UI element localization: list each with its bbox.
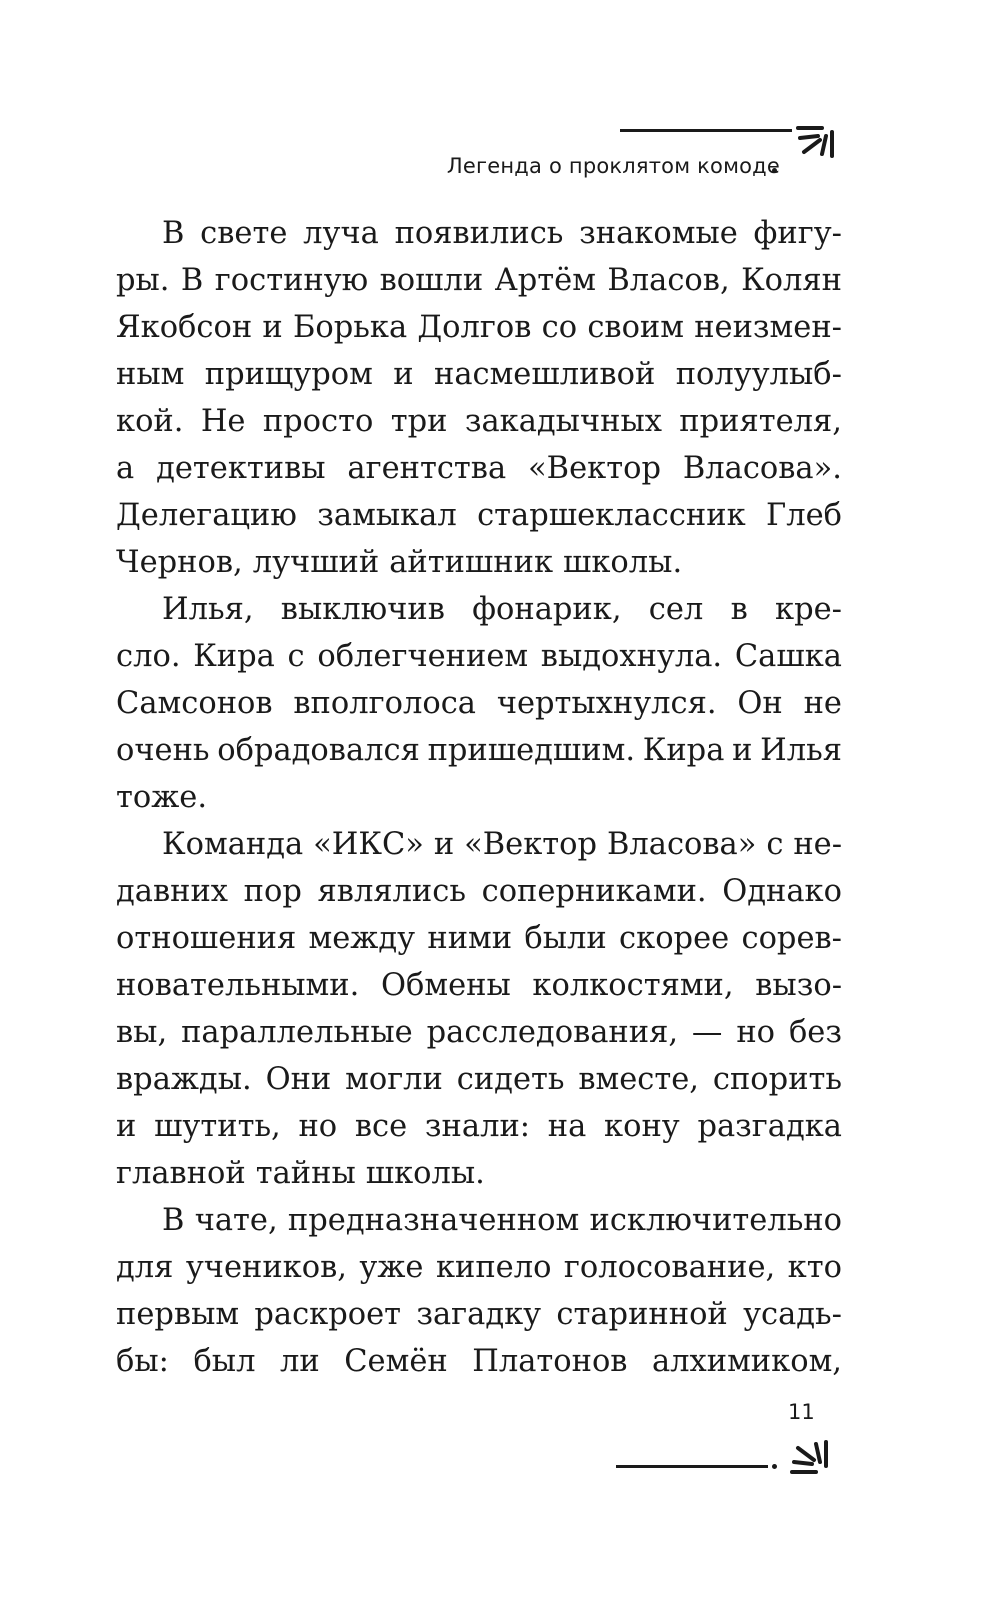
word: «Вектор: [528, 451, 661, 486]
word: вызо-: [755, 968, 842, 1003]
text-line: [116, 1103, 842, 1150]
word: три: [390, 404, 448, 439]
word: колкостями,: [532, 968, 734, 1003]
text-line: [116, 1056, 842, 1103]
word: сло.: [116, 639, 181, 674]
word: Семён: [344, 1344, 448, 1379]
word: Власова».: [682, 451, 842, 486]
word: были: [524, 921, 607, 956]
word: с: [766, 827, 784, 862]
word: Команда: [162, 827, 304, 862]
word: сел: [648, 592, 704, 627]
text-line: [116, 1338, 842, 1385]
text-line: [116, 445, 842, 492]
word: Якобсон: [116, 310, 253, 345]
word: уже: [359, 1250, 424, 1285]
word: пришедшим.: [427, 733, 636, 768]
word: являлись: [317, 874, 466, 909]
word: детективы: [156, 451, 326, 486]
word: приятеля,: [679, 404, 842, 439]
word: новательными.: [116, 968, 360, 1003]
word: знакомые: [579, 216, 738, 251]
text-line: [116, 680, 842, 727]
word: лучший: [252, 545, 380, 580]
word: прищуром: [204, 357, 373, 392]
word: выдохнула.: [540, 639, 723, 674]
text-line: [116, 1197, 842, 1244]
text-line: [116, 774, 842, 821]
footer-dot: [772, 1464, 777, 1469]
word: Платонов: [472, 1344, 628, 1379]
word: вошли: [379, 263, 484, 298]
word: полуулыб-: [675, 357, 842, 392]
word: вместе,: [578, 1062, 700, 1097]
word: усадь-: [743, 1297, 842, 1332]
word: чате,: [194, 1203, 278, 1238]
word: «Вектор: [464, 827, 598, 862]
word: Власова»: [606, 827, 757, 862]
word: главной: [116, 1156, 246, 1191]
text-line: [116, 821, 842, 868]
word: Колян: [741, 263, 842, 298]
word: голосование,: [563, 1250, 776, 1285]
text-line: [116, 1009, 842, 1056]
word: давних: [116, 874, 228, 909]
text-line: [116, 915, 842, 962]
word: неизмен-: [694, 310, 842, 345]
word: вражды.: [116, 1062, 252, 1097]
word: Не: [200, 404, 246, 439]
word: Чернов,: [116, 545, 243, 580]
word: выключив: [280, 592, 445, 627]
word: первым: [116, 1297, 240, 1332]
word: в: [730, 592, 748, 627]
word: могли: [345, 1062, 443, 1097]
word: появились: [394, 216, 564, 251]
word: ным: [116, 357, 185, 392]
word: для: [116, 1250, 174, 1285]
word: чертыхнулся.: [496, 686, 717, 721]
word: айтишник: [389, 545, 554, 580]
word: Илья: [760, 733, 842, 768]
word: с: [287, 639, 305, 674]
header-rule: [620, 129, 792, 132]
word: кипело: [435, 1250, 552, 1285]
word: предназначенном: [287, 1203, 580, 1238]
sunburst-corner-icon: [792, 118, 840, 166]
word: со: [541, 310, 578, 345]
word: кону: [604, 1109, 680, 1144]
word: —: [691, 1015, 723, 1050]
text-line: [116, 351, 842, 398]
word: но: [298, 1109, 338, 1144]
word: Артём: [494, 263, 596, 298]
word: кой.: [116, 404, 184, 439]
word: знали:: [424, 1109, 531, 1144]
word: облегчением: [317, 639, 529, 674]
word: шутить,: [154, 1109, 281, 1144]
running-title: Легенда о проклятом комоде: [446, 154, 780, 178]
word: школы.: [563, 545, 683, 580]
text-line: [116, 492, 842, 539]
word: сидеть: [456, 1062, 565, 1097]
word: и: [732, 733, 753, 768]
footer-rule: [616, 1465, 768, 1468]
word: Долгов: [417, 310, 532, 345]
body-text: [116, 210, 842, 1385]
text-line: [116, 586, 842, 633]
word: закадычных: [464, 404, 662, 439]
word: Глеб: [766, 498, 842, 533]
word: ними: [427, 921, 513, 956]
word: кре-: [775, 592, 842, 627]
text-line: [116, 962, 842, 1009]
word: но: [736, 1015, 776, 1050]
text-line: [116, 539, 842, 586]
word: фонарик,: [472, 592, 622, 627]
word: между: [308, 921, 416, 956]
word: очень: [116, 733, 210, 768]
word: фигу-: [753, 216, 842, 251]
word: бы:: [116, 1344, 169, 1379]
word: «ИКС»: [313, 827, 424, 862]
word: учеников,: [185, 1250, 347, 1285]
word: не: [803, 686, 842, 721]
running-header: [420, 118, 840, 188]
word: на: [547, 1109, 587, 1144]
text-line: [116, 1291, 842, 1338]
word: алхимиком,: [652, 1344, 842, 1379]
word: Самсонов: [116, 686, 273, 721]
word: В: [162, 1203, 185, 1238]
word: Сашка: [734, 639, 842, 674]
word: Однако: [722, 874, 842, 909]
word: Илья,: [162, 592, 254, 627]
word: соперниками.: [481, 874, 707, 909]
word: был: [193, 1344, 256, 1379]
word: все: [354, 1109, 408, 1144]
page-number: 11: [788, 1400, 815, 1424]
word: вы,: [116, 1015, 168, 1050]
word: расследования,: [426, 1015, 679, 1050]
word: тайны: [255, 1156, 356, 1191]
word: спорить: [712, 1062, 842, 1097]
text-line: [116, 1244, 842, 1291]
word: своим: [587, 310, 684, 345]
word: и: [116, 1109, 137, 1144]
word: Он: [737, 686, 783, 721]
word: В: [180, 263, 204, 298]
text-line: [116, 398, 842, 445]
text-line: [116, 210, 842, 257]
word: Власов,: [607, 263, 730, 298]
word: ли: [279, 1344, 320, 1379]
text-line: [116, 868, 842, 915]
word: гостиную: [214, 263, 369, 298]
word: насмешливой: [433, 357, 656, 392]
text-line: [116, 633, 842, 680]
word: не-: [793, 827, 842, 862]
word: школы.: [365, 1156, 485, 1191]
word: просто: [262, 404, 374, 439]
word: а: [116, 451, 135, 486]
word: Борька: [292, 310, 408, 345]
word: Кира: [193, 639, 275, 674]
word: кто: [787, 1250, 842, 1285]
word: скорее: [619, 921, 730, 956]
word: Обмены: [380, 968, 511, 1003]
word: разгадка: [697, 1109, 842, 1144]
word: вполголоса: [293, 686, 476, 721]
word: параллельные: [181, 1015, 413, 1050]
sunburst-corner-icon: [784, 1432, 832, 1480]
word: загадку: [416, 1297, 542, 1332]
word: Кира: [642, 733, 725, 768]
word: В: [162, 216, 185, 251]
word: свете: [200, 216, 288, 251]
word: пор: [243, 874, 302, 909]
word: и: [393, 357, 414, 392]
text-line: [116, 1150, 842, 1197]
word: исключительно: [589, 1203, 842, 1238]
word: и: [262, 310, 283, 345]
text-line: [116, 257, 842, 304]
word: агентства: [347, 451, 507, 486]
word: замыкал: [317, 498, 457, 533]
word: обрадовался: [217, 733, 420, 768]
word: сорев-: [741, 921, 842, 956]
word: луча: [303, 216, 379, 251]
word: тоже.: [116, 780, 208, 815]
word: Они: [265, 1062, 332, 1097]
text-line: [116, 304, 842, 351]
word: отношения: [116, 921, 297, 956]
word: без: [788, 1015, 842, 1050]
word: раскроет: [254, 1297, 402, 1332]
word: старинной: [556, 1297, 728, 1332]
text-line: [116, 727, 842, 774]
word: и: [433, 827, 455, 862]
word: ры.: [116, 263, 170, 298]
word: Делегацию: [116, 498, 297, 533]
word: старшеклассник: [477, 498, 746, 533]
